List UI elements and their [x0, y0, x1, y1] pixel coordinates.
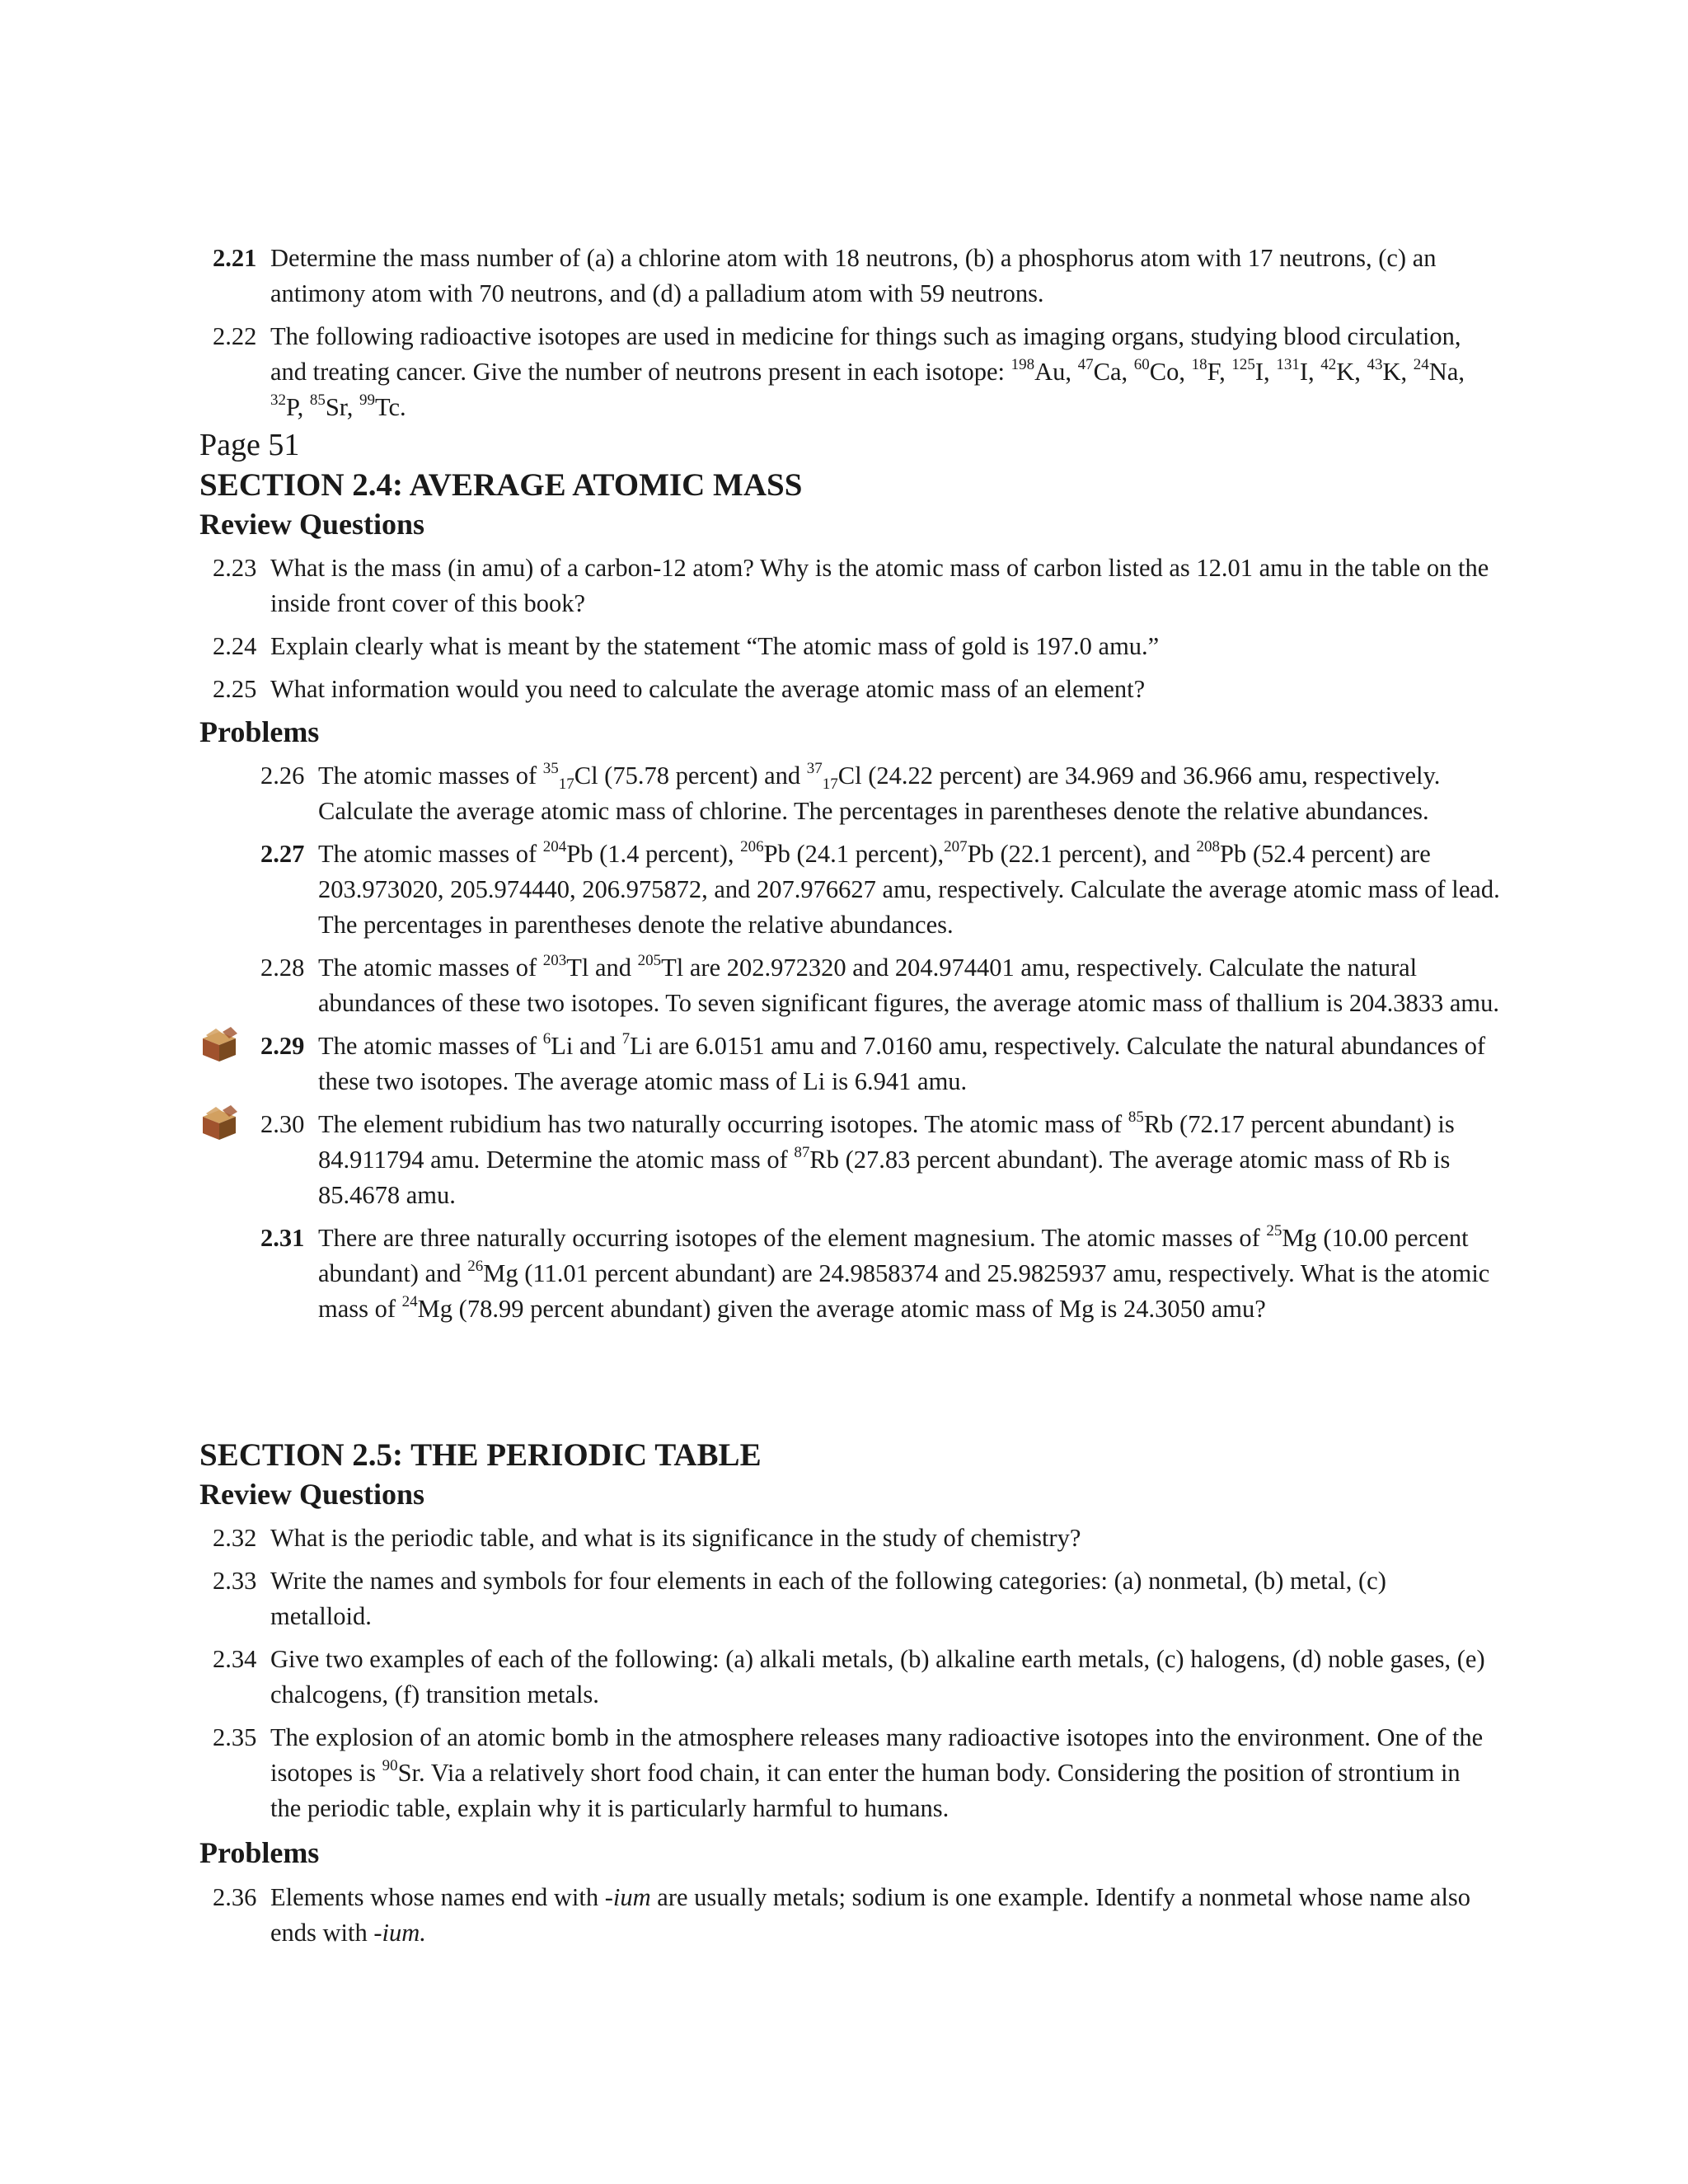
problem-text: The atomic masses of $^{35}_{17}$Cl (75.78 percent) and $^{37}_{17}$Cl (24.22 percent) are 34.969 and 36.966 amu, respectively. Calculate the average atomic mass of chlorine. The percentages in parentheses denote the relative abundances.: [318, 760, 1441, 825]
section-2-5-review-heading: Review Questions: [199, 1478, 424, 1511]
problem-number: 2.25: [213, 675, 257, 703]
problem-number: 2.26: [260, 762, 305, 790]
problem-item: [0, 1107, 1688, 1213]
problem-item: [0, 629, 1688, 664]
section-2-4-review-heading: Review Questions: [199, 508, 424, 541]
section-2-5-problems-heading: Problems: [199, 1836, 320, 1869]
problem-text: The atomic masses of $^{204}$Pb (1.4 percent), $^{206}$Pb (24.1 percent),$^{207}$Pb (22.1 percent), and $^{208}$Pb (52.4 percent) are 203.973020, 205.974440, 206.975872, and 207.976627 amu, respectively. Calculate the average atomic mass of lead. The percentages in parentheses denote the relative abundances.: [318, 838, 1500, 939]
problem-item: [0, 1221, 1688, 1327]
problem-number: 2.31: [260, 1224, 305, 1252]
problem-number: 2.27: [260, 840, 305, 868]
problem-number: 2.34: [213, 1645, 257, 1673]
problem-item: [0, 551, 1688, 621]
section-2-4-problems-heading: Problems: [199, 715, 320, 748]
problem-number: 2.22: [213, 322, 257, 350]
section-2-4-problems-list: [0, 758, 1688, 1327]
problem-text: The element rubidium has two naturally occurring isotopes. The atomic mass of $^{85}$Rb (72.17 percent abundant) is 84.911794 amu. Determine the atomic mass of $^{87}$Rb (27.83 percent abundant). The average atomic mass of Rb is 85.4678 amu.: [318, 1108, 1455, 1209]
problem-text: Elements whose names end with -ium are usually metals; sodium is one example. Identify a nonmetal whose name also ends with -ium.: [270, 1883, 1471, 1947]
problem-number: 2.35: [213, 1723, 257, 1751]
problem-number: 2.36: [213, 1883, 257, 1911]
problem-item: [0, 758, 1688, 829]
problem-item: [0, 241, 1688, 312]
top-problems-list: [0, 241, 1688, 425]
section-2-5-title: SECTION 2.5: THE PERIODIC TABLE: [199, 1437, 762, 1473]
problem-number: 2.30: [260, 1110, 305, 1138]
problem-number: 2.29: [260, 1032, 305, 1060]
problem-number: 2.23: [213, 554, 257, 582]
cube-box-icon: [198, 1102, 241, 1145]
problem-item: [0, 1029, 1688, 1099]
problem-item: [0, 319, 1688, 425]
problem-item: [0, 950, 1688, 1021]
page-label: Page 51: [199, 428, 300, 462]
problem-text: Determine the mass number of (a) a chlorine atom with 18 neutrons, (b) a phosphorus atom with 17 neutrons, (c) an antimony atom with 70 neutrons, and (d) a palladium atom with 59 neutrons.: [270, 244, 1437, 307]
problem-text: Write the names and symbols for four elements in each of the following categories: (a) nonmetal, (b) metal, (c) metalloid.: [270, 1567, 1386, 1630]
problem-text: What is the periodic table, and what is its significance in the study of chemistry?: [270, 1524, 1081, 1552]
section-2-5-problems-list: [0, 1880, 1688, 1951]
problem-text: What information would you need to calculate the average atomic mass of an element?: [270, 675, 1146, 703]
problem-item: [0, 672, 1688, 707]
cube-box-icon: [198, 1024, 241, 1066]
problem-item: [0, 1521, 1688, 1556]
problem-number: 2.32: [213, 1524, 257, 1552]
problem-item: [0, 1642, 1688, 1713]
problem-text: The explosion of an atomic bomb in the atmosphere releases many radioactive isotopes into the environment. One of the isotopes is $^{90}$Sr. Via a relatively short food chain, it can enter the human body. Considering the position of strontium in the periodic table, explain why it is particularly harmful to humans.: [270, 1723, 1484, 1822]
problem-text: Explain clearly what is meant by the statement “The atomic mass of gold is 197.0 amu.”: [270, 632, 1160, 660]
problem-text: What is the mass (in amu) of a carbon-12 atom? Why is the atomic mass of carbon listed as 12.01 amu in the table on the inside front cover of this book?: [270, 554, 1489, 617]
problem-item: [0, 1880, 1688, 1951]
problem-number: 2.28: [260, 954, 305, 982]
problem-text: The atomic masses of $^{203}$Tl and $^{205}$Tl are 202.972320 and 204.974401 amu, respectively. Calculate the natural abundances of these two isotopes. To seven significant figures, the average atomic mass of thallium is 204.3833 amu.: [318, 952, 1500, 1017]
problem-number: 2.21: [213, 244, 257, 272]
section-2-4-title: SECTION 2.4: AVERAGE ATOMIC MASS: [199, 467, 803, 503]
problem-item: [0, 1720, 1688, 1826]
section-2-5-review-list: [0, 1521, 1688, 1826]
problem-text: The following radioactive isotopes are used in medicine for things such as imaging organs, studying blood circulation, and treating cancer. Give the number of neutrons present in each isotope: $^{198}$Au, $^{47}$Ca, $^{60}$Co, $^{18}$F, $^{125}$I, $^{131}$I, $^{42}$K, $^{43}$K, $^{24}$Na, $^{32}$P, $^{85}$Sr, $^{99}$Tc.: [270, 322, 1465, 421]
problem-number: 2.24: [213, 632, 257, 660]
problem-item: [0, 837, 1688, 943]
section-2-4-review-list: [0, 551, 1688, 707]
problem-text: Give two examples of each of the following: (a) alkali metals, (b) alkaline earth metals, (c) halogens, (d) noble gases, (e) chalcogens, (f) transition metals.: [270, 1645, 1485, 1708]
problem-text: There are three naturally occurring isotopes of the element magnesium. The atomic masses of $^{25}$Mg (10.00 percent abundant) and $^{26}$Mg (11.01 percent abundant) are 24.9858374 and 25.9825937 amu, respectively. What is the atomic mass of $^{24}$Mg (78.99 percent abundant) given the average atomic mass of Mg is 24.3050 amu?: [318, 1222, 1490, 1323]
problem-text: The atomic masses of $^6$Li and $^7$Li are 6.0151 amu and 7.0160 amu, respectively. Calculate the natural abundances of these two isotopes. The average atomic mass of Li is 6.941 amu.: [318, 1030, 1486, 1095]
problem-item: [0, 1563, 1688, 1634]
problem-number: 2.33: [213, 1567, 257, 1595]
